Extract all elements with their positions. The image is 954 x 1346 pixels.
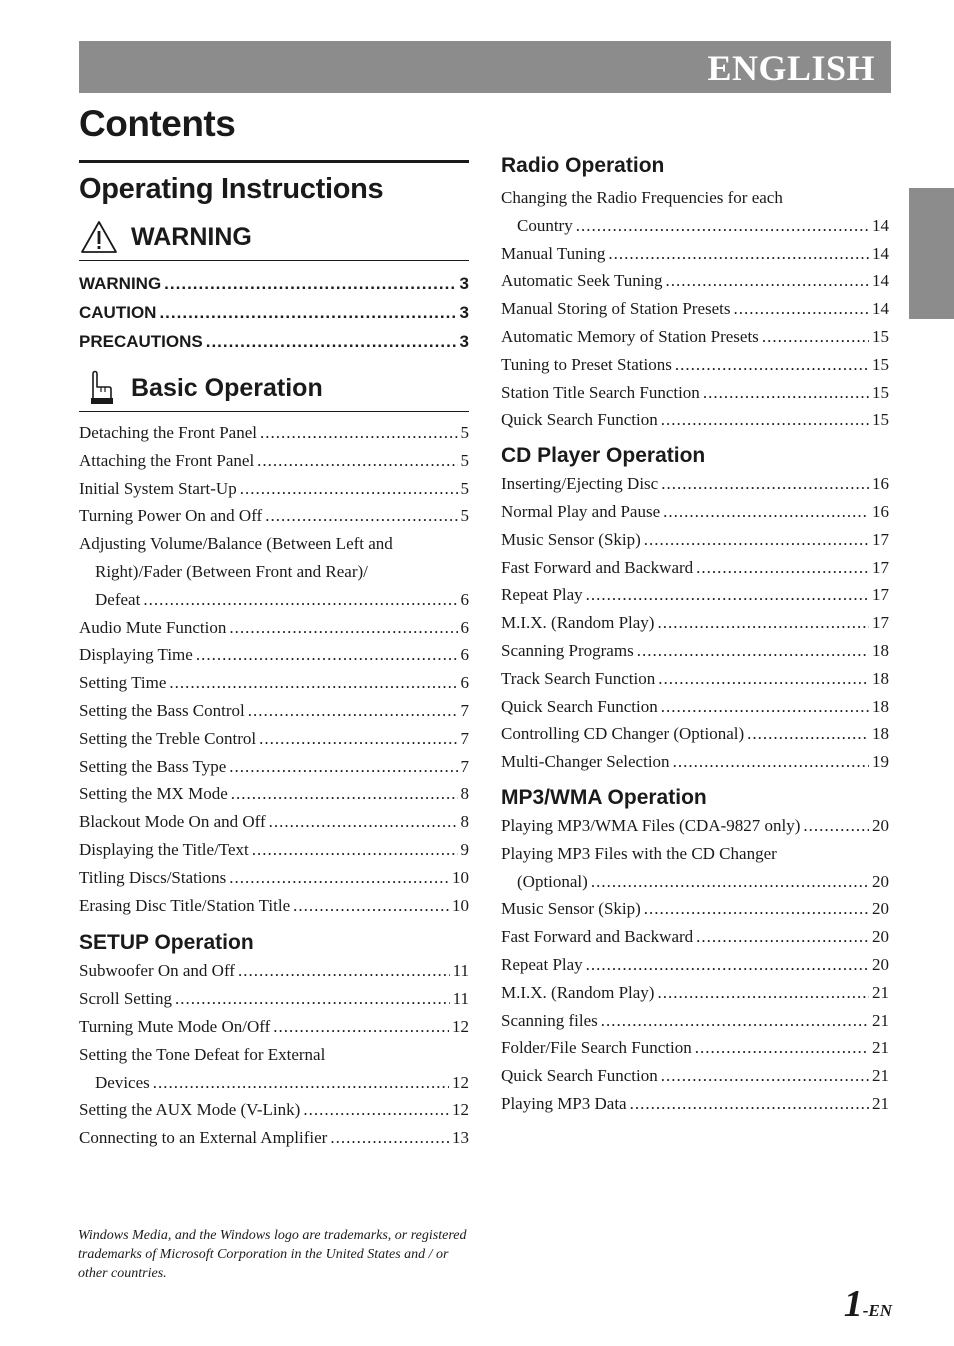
entry-page: 18 [872,668,889,688]
toc-entry[interactable] [501,1034,889,1062]
page-title: Contents [79,103,236,144]
entry-page: 17 [872,613,889,633]
entry-page: 21 [872,1038,889,1058]
toc-entry-multiline[interactable]: Setting the Tone Defeat for External Devices ..... 12 [79,1041,469,1097]
entry-page: 16 [872,501,889,521]
entry-label: Quick Search Function [501,1066,658,1086]
toc-entry-warning[interactable] [79,269,469,298]
entry-leader [159,298,456,327]
toc-entry[interactable] [79,669,469,697]
entry-leader [238,957,450,985]
entry-leader [229,614,457,642]
entry-page: 12 [452,1072,469,1092]
entry-label: Fast Forward and Backward [501,557,694,577]
entry-leader [673,748,869,776]
entry-label: Music Sensor (Skip) [501,529,641,549]
entry-label: Repeat Play [501,954,583,974]
entry-label: Subwoofer On and Off [79,961,235,981]
toc-entry[interactable] [79,419,469,447]
entry-leader [657,979,869,1007]
entry-leader [747,720,869,748]
entry-label: Automatic Seek Tuning [501,271,663,291]
entry-leader [661,470,869,498]
entry-leader [695,1034,869,1062]
entry-label: Playing MP3/WMA Files (CDA-9827 only) [501,815,801,835]
entry-leader [658,665,869,693]
toc-entry[interactable] [501,951,889,979]
top-rule [79,160,469,163]
entry-page: 14 [872,215,889,235]
warning-section-header [79,219,469,261]
toc-entry[interactable] [79,502,469,530]
entry-page: 20 [872,899,889,919]
entry-leader [696,554,869,582]
entry-leader [608,240,869,268]
entry-label: Scanning Programs [501,640,634,660]
entry-label: CAUTION [79,303,157,322]
entry-label: Folder/File Search Function [501,1038,692,1058]
entry-label: PRECAUTIONS [79,332,203,351]
toc-entry[interactable] [501,267,889,295]
entry-page: 7 [460,756,469,776]
trademark-footnote: Windows Media, and the Windows logo are trademarks, or registered trademarks of Microsoft Corporation in the United States and / or other countries. [78,1228,467,1281]
entry-leader [666,267,869,295]
entry-page: 12 [452,1016,469,1036]
entry-page: 20 [872,927,889,947]
entry-label: Multi-Changer Selection [501,752,670,772]
entry-page: 6 [460,645,469,665]
entry-page: 6 [460,617,469,637]
entry-label: Setting the Bass Control [79,700,245,720]
entry-page: 10 [452,895,469,915]
entry-label: Turning Mute Mode On/Off [79,1016,271,1036]
entry-label: Blackout Mode On and Off [79,812,266,832]
entry-label: WARNING [79,274,162,293]
entry-leader [644,895,869,923]
toc-entry-multiline[interactable]: Playing MP3 Files with the CD Changer (Optional) ..... 20 [501,840,889,896]
entry-page: 20 [872,954,889,974]
entry-page: 14 [872,299,889,319]
entry-page: 10 [452,867,469,887]
entry-leader [637,637,869,665]
toc-entry-multiline[interactable]: Changing the Radio Frequencies for each Country ..... 14 [501,184,889,240]
entry-page: 6 [460,673,469,693]
entry-page: 17 [872,585,889,605]
toc-entry[interactable] [79,1096,469,1124]
entry-leader [229,864,449,892]
toc-entry[interactable] [501,295,889,323]
toc-entry[interactable] [501,240,889,268]
toc-entry[interactable] [79,641,469,669]
entry-label: Defeat [95,589,141,609]
entry-label: Normal Play and Pause [501,501,661,521]
entry-leader [576,212,869,240]
toc-entry[interactable] [501,498,889,526]
entry-leader [293,892,449,920]
toc-entry[interactable] [501,979,889,1007]
entry-label: Connecting to an External Amplifier [79,1128,328,1148]
toc-entry[interactable] [501,812,889,840]
language-label: ENGLISH [707,48,875,88]
entry-leader [330,1124,449,1152]
entry-label: Track Search Function [501,668,656,688]
entry-leader [169,669,457,697]
entry-label: Detaching the Front Panel [79,423,257,442]
entry-label: Setting the AUX Mode (V-Link) [79,1100,301,1120]
toc-entry[interactable] [501,895,889,923]
mp3-operation-heading: MP3/WMA Operation [501,785,707,809]
toc-entry[interactable] [501,693,889,721]
language-banner [79,41,891,93]
entry-page: 18 [872,724,889,744]
toc-entry[interactable] [501,526,889,554]
toc-entry[interactable] [79,614,469,642]
entry-label: Displaying Time [79,645,193,665]
entry-leader [762,323,869,351]
toc-entry[interactable] [79,725,469,753]
toc-entry[interactable] [501,665,889,693]
entry-page: 12 [452,1100,469,1120]
entry-label: M.I.X. (Random Play) [501,982,655,1002]
entry-label: Scroll Setting [79,989,173,1009]
entry-leader [661,1062,869,1090]
entry-leader [143,586,457,614]
entry-leader [586,581,869,609]
toc-entry[interactable] [79,475,469,503]
toc-entry[interactable] [501,379,889,407]
toc-entry[interactable] [79,753,469,781]
toc-entry[interactable] [79,957,469,985]
entry-page: 17 [872,529,889,549]
entry-page: 3 [459,332,469,351]
entry-leader [269,808,458,836]
entry-label: Automatic Memory of Station Presets [501,326,759,346]
left-column [79,160,469,1152]
entry-label: Quick Search Function [501,410,658,430]
entry-label: Setting the Bass Type [79,756,227,776]
entry-page: 7 [460,728,469,748]
entry-label: Initial System Start-Up [79,478,237,498]
entry-page: 13 [452,1128,469,1148]
entry-leader [303,1096,449,1124]
entry-label: Manual Tuning [501,243,606,263]
entry-leader [703,379,869,407]
warning-triangle-icon [79,219,119,255]
entry-label: Attaching the Front Panel [79,450,255,470]
entry-label: Titling Discs/Stations [79,867,227,887]
entry-leader [175,985,450,1013]
toc-entry[interactable] [501,609,889,637]
setup-operation-heading: SETUP Operation [79,931,254,955]
entry-page: 21 [872,982,889,1002]
entry-leader [644,526,869,554]
entry-page: 21 [872,1066,889,1086]
entry-leader [260,419,458,447]
entry-leader [661,693,869,721]
entry-label: Turning Power On and Off [79,506,263,526]
entry-leader [601,1007,869,1035]
toc-entry[interactable] [501,351,889,379]
entry-leader [675,351,869,379]
toc-entry[interactable] [501,637,889,665]
toc-entry[interactable] [79,697,469,725]
entry-page: 16 [872,474,889,494]
toc-entry-caution[interactable] [79,298,469,327]
toc-entry[interactable] [501,1090,889,1118]
entry-label: Devices [95,1072,150,1092]
toc-entry[interactable] [79,864,469,892]
hand-pointer-icon [79,370,119,406]
entry-label: Audio Mute Function [79,617,227,637]
entry-page: 21 [872,1093,889,1113]
entry-page: 9 [460,839,469,859]
entry-page: 7 [460,700,469,720]
entry-label: Playing MP3 Data [501,1093,627,1113]
entry-page: 8 [460,812,469,832]
right-column [501,152,889,1118]
entry-leader [273,1013,449,1041]
entry-page: 11 [452,961,469,981]
entry-label: Tuning to Preset Stations [501,354,672,374]
entry-leader [259,725,457,753]
entry-page: 15 [872,326,889,346]
entry-label: Setting the MX Mode [79,784,228,804]
entry-page: 5 [460,423,469,442]
entry-label: Setting Time [79,673,167,693]
entry-page: 20 [872,871,889,891]
entry-leader [257,447,457,475]
entry-page: 3 [459,303,469,322]
entry-page: 3 [459,274,469,293]
entry-leader [248,697,458,725]
toc-entry[interactable] [501,406,889,434]
page-number-value: 1 [843,1283,863,1325]
entry-label: Music Sensor (Skip) [501,899,641,919]
entry-label: Fast Forward and Backward [501,927,694,947]
entry-leader [630,1090,869,1118]
toc-entry[interactable] [79,780,469,808]
entry-label: Scanning files [501,1010,598,1030]
entry-leader [196,641,458,669]
toc-entry[interactable] [79,1124,469,1152]
entry-leader [733,295,869,323]
entry-page: 14 [872,271,889,291]
entry-label: (Optional) [517,871,588,891]
entry-label: Erasing Disc Title/Station Title [79,895,291,915]
toc-entry[interactable] [79,985,469,1013]
toc-entry[interactable] [501,923,889,951]
entry-leader [265,502,457,530]
entry-leader [696,923,869,951]
entry-leader [229,753,457,781]
mp3-operation-list [501,812,889,1118]
setup-operation-list [79,957,469,1152]
entry-page: 15 [872,354,889,374]
entry-page: 18 [872,640,889,660]
entry-page: 11 [452,989,469,1009]
toc-entry[interactable] [501,323,889,351]
entry-page: 18 [872,696,889,716]
entry-page: 15 [872,410,889,430]
entry-page: 5 [460,506,469,526]
toc-entry[interactable] [79,892,469,920]
toc-entry[interactable] [79,836,469,864]
entry-label: Setting the Treble Control [79,728,257,748]
entry-page: 20 [872,815,889,835]
toc-entry[interactable] [501,1007,889,1035]
entry-leader [240,475,458,503]
toc-entry-multiline[interactable]: Adjusting Volume/Balance (Between Left and Right)/Fader (Between Front and Rear)/ Defeat ..... 6 [79,530,469,613]
entry-label: Quick Search Function [501,696,658,716]
radio-operation-heading: Radio Operation [501,154,665,177]
entry-leader [231,780,458,808]
entry-leader [206,327,457,356]
radio-operation-list [501,184,889,434]
entry-label: Inserting/Ejecting Disc [501,474,659,494]
entry-page: 6 [460,589,469,609]
entry-page: 5 [460,450,469,470]
toc-entry[interactable] [501,470,889,498]
entry-page: 19 [872,752,889,772]
entry-leader [657,609,869,637]
entry-page: 15 [872,382,889,402]
entry-leader [586,951,869,979]
entry-label: Manual Storing of Station Presets [501,299,731,319]
side-index-tab [909,188,954,319]
entry-label: Displaying the Title/Text [79,839,249,859]
toc-entry[interactable] [501,748,889,776]
entry-leader [661,406,869,434]
entry-label: M.I.X. (Random Play) [501,613,655,633]
entry-label: Controlling CD Changer (Optional) [501,724,745,744]
toc-entry-precautions[interactable] [79,327,469,356]
toc-entry[interactable] [501,554,889,582]
entry-page: 17 [872,557,889,577]
entry-leader [803,812,869,840]
entry-leader [153,1069,449,1097]
entry-leader [252,836,458,864]
toc-entry[interactable] [79,808,469,836]
basic-operation-title: Basic Operation [131,373,323,402]
basic-operation-header [79,370,469,412]
toc-entry[interactable] [501,581,889,609]
entry-label: Country [517,215,573,235]
warning-list [79,269,469,356]
warning-section-title: WARNING [131,222,252,251]
entry-page: 21 [872,1010,889,1030]
entry-label: Station Title Search Function [501,382,700,402]
toc-entry[interactable] [79,1013,469,1041]
entry-page: 8 [460,784,469,804]
page-number-suffix: -EN [862,1301,892,1320]
toc-entry[interactable] [501,720,889,748]
entry-label: Repeat Play [501,585,583,605]
entry-leader [591,868,869,896]
basic-operation-list [79,419,469,919]
entry-page: 14 [872,243,889,263]
cd-operation-list [501,470,889,776]
page-number [844,1282,892,1326]
entry-page: 5 [460,478,469,498]
operating-instructions-heading: Operating Instructions [79,173,384,205]
entry-leader [663,498,869,526]
toc-entry[interactable] [79,447,469,475]
entry-leader [164,269,456,298]
cd-operation-heading: CD Player Operation [501,444,706,468]
toc-entry[interactable] [501,1062,889,1090]
